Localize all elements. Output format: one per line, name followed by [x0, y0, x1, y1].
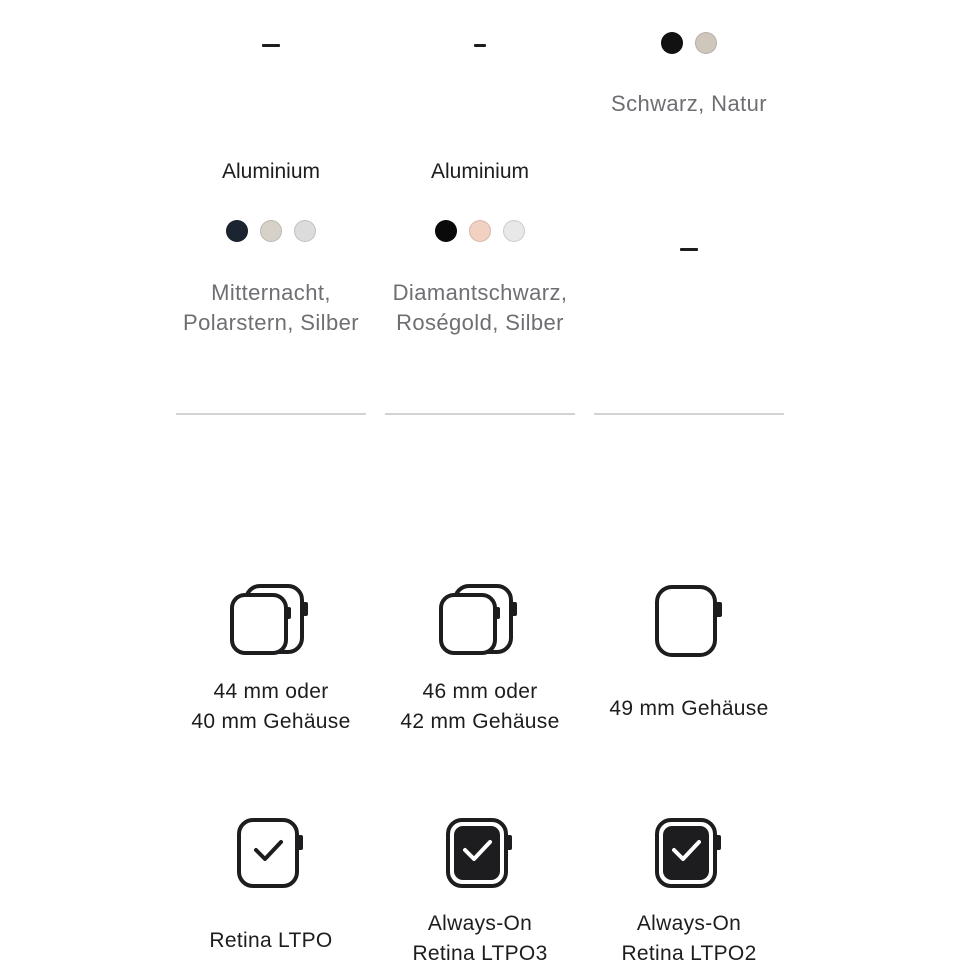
display-line: Retina LTPO2: [621, 942, 757, 965]
swatch-schwarz[interactable]: [661, 32, 683, 54]
col3-titanium-swatches: [661, 32, 717, 54]
watch-check-icon: [236, 817, 306, 889]
display-line: Retina LTPO3: [412, 942, 548, 965]
col3-titanium-color-names: Schwarz, Natur: [611, 91, 767, 116]
watch-check-filled-icon: [654, 817, 724, 889]
swatch-diamantschwarz[interactable]: [435, 220, 457, 242]
col1-titanium-none-dash: [262, 44, 280, 47]
watch-double-outline-icon: [439, 584, 521, 656]
watch-double-outline-icon: [230, 584, 312, 656]
case-size-line: 42 mm Gehäuse: [400, 710, 560, 733]
watch-check-filled-icon: [445, 817, 515, 889]
color-names-line: Mitternacht,: [211, 280, 331, 305]
col2-titanium-none-dash: [474, 44, 486, 47]
col1-display: [166, 926, 376, 956]
swatch-silber[interactable]: [294, 220, 316, 242]
col2-material-label: Aluminium: [430, 160, 530, 183]
col2-aluminium-swatches: [385, 220, 575, 242]
col2-case-size: [375, 677, 585, 737]
col3-display: [584, 909, 794, 969]
col3-aluminium-none-dash: [680, 248, 698, 251]
case-size-line: 40 mm Gehäuse: [191, 710, 351, 733]
col1-material-label: Aluminium: [221, 160, 321, 183]
col3-divider: [594, 413, 784, 415]
col2-display: [375, 909, 585, 969]
col2-divider: [385, 413, 575, 415]
col1-case-size: [166, 677, 376, 737]
col2-aluminium-color-names: [375, 278, 585, 338]
swatch-mitternacht[interactable]: [226, 220, 248, 242]
case-size-line: 46 mm oder: [422, 680, 538, 703]
swatch-natur[interactable]: [695, 32, 717, 54]
color-names-line: Roségold, Silber: [396, 310, 564, 335]
color-names-line: Diamantschwarz,: [392, 280, 568, 305]
case-size-line: 44 mm oder: [213, 680, 329, 703]
col1-divider: [176, 413, 366, 415]
case-size-line: 49 mm Gehäuse: [609, 697, 769, 720]
col1-aluminium-swatches: [176, 220, 366, 242]
swatch-silber[interactable]: [503, 220, 525, 242]
swatch-rosegold[interactable]: [469, 220, 491, 242]
col1-aluminium-color-names: [166, 278, 376, 338]
swatch-polarstern[interactable]: [260, 220, 282, 242]
color-names-line: Polarstern, Silber: [183, 310, 359, 335]
col3-case-size: [584, 694, 794, 724]
display-line: Always-On: [427, 912, 533, 935]
display-line: Retina LTPO: [209, 929, 333, 952]
display-line: Always-On: [636, 912, 742, 935]
watch-outline-icon: [654, 584, 726, 658]
